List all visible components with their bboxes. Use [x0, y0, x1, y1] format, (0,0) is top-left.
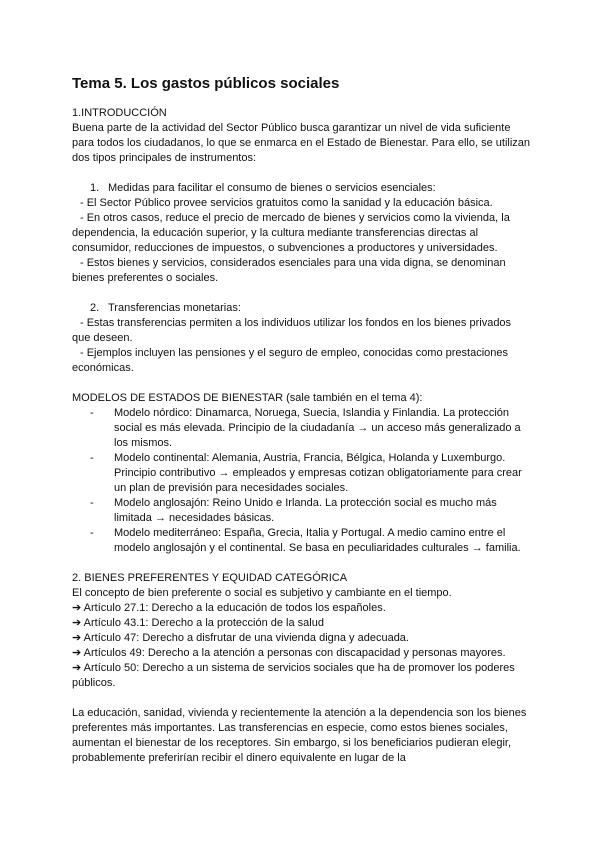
article-item: ➔ Artículo 27.1: Derecho a la educación de todos los españoles. — [72, 602, 386, 614]
numbered-item-1 — [72, 181, 532, 196]
list-item: - En otros casos, reduce el precio de mercado de bienes y servicios como la vivienda, la dependencia, la educación superior, y la cultura mediante transferencias directas al consumidor, reducciones de impuestos, o subvenciones a productores y universidades. — [72, 212, 510, 254]
list-item: - Estas transferencias permiten a los individuos utilizar los fondos en los bienes privados que deseen. — [72, 317, 512, 344]
list-item — [72, 451, 532, 496]
list-item: - El Sector Público provee servicios gratuitos como la sanidad y la educación básica. — [80, 197, 493, 209]
model-mediterraneo: Modelo mediterráneo: España, Grecia, Italia y Portugal. A medio camino entre el modelo anglosajón y el continental. Se basa en peculiaridades culturales → familia. — [114, 527, 521, 554]
models-heading: MODELOS DE ESTADOS DE BIENESTAR (sale también en el tema 4): — [72, 392, 423, 404]
list-item: - Estos bienes y servicios, considerados esenciales para una vida digna, se denominan bienes preferentes o sociales. — [72, 257, 506, 284]
intro-paragraph: Buena parte de la actividad del Sector Público busca garantizar un nivel de vida suficiente para todos los ciudadanos, lo que se enmarca en el Estado de Bienestar. Para ello, se utilizan dos tipos principales de instrumentos: — [72, 122, 531, 164]
model-continental: Modelo continental: Alemania, Austria, Francia, Bélgica, Holanda y Luxemburgo. Principio contributivo → empleados y empresas cotizan obligatoriamente para crear un plan de previsión para necesidades sociales. — [114, 452, 522, 494]
list-item — [72, 496, 532, 526]
page-title: Tema 5. Los gastos públicos sociales — [72, 75, 340, 92]
bullet-dash: - — [90, 527, 94, 539]
bullet-dash: - — [90, 452, 94, 464]
list-item — [72, 526, 532, 556]
closing-paragraph: La educación, sanidad, vivienda y recientemente la atención a la dependencia son los bienes preferentes más importantes. Las transferencias en especie, como estos bienes sociales, aumentan el bienestar de los receptores. Sin embargo, si los beneficiarios pudieran elegir, probablemente preferirían recibir el dinero equivalente en lugar de la — [72, 707, 527, 764]
item-number: 1. — [90, 182, 100, 194]
article-item: ➔ Artículo 43.1: Derecho a la protección de la salud — [72, 617, 324, 629]
section-heading-bienes-preferentes: 2. BIENES PREFERENTES Y EQUIDAD CATEGÓRICA — [72, 572, 348, 584]
list-item — [72, 406, 532, 451]
model-nordico: Modelo nórdico: Dinamarca, Noruega, Suecia, Islandia y Finlandia. La protección social es más elevada. Principio de la ciudadanía → un acceso más generalizado a los mismos. — [114, 407, 521, 449]
item-label: Medidas para facilitar el consumo de bienes o servicios esenciales: — [108, 182, 436, 194]
article-item: ➔ Artículo 47: Derecho a disfrutar de una vivienda digna y adecuada. — [72, 632, 409, 644]
article-item: ➔ Artículo 50: Derecho a un sistema de servicios sociales que ha de promover los poderes públicos. — [72, 662, 515, 689]
section-heading-introduccion: 1.INTRODUCCIÓN — [72, 107, 167, 119]
model-anglosajon: Modelo anglosajón: Reino Unido e Irlanda. La protección social es mucho más limitada → necesidades básicas. — [114, 497, 497, 524]
document-body — [72, 74, 532, 766]
article-item: ➔ Artículos 49: Derecho a la atención a personas con discapacidad y personas mayores. — [72, 647, 506, 659]
item-number: 2. — [90, 302, 100, 314]
item-label: Transferencias monetarias: — [108, 302, 241, 314]
s2-intro: El concepto de bien preferente o social es subjetivo y cambiante en el tiempo. — [72, 587, 452, 599]
bullet-dash: - — [90, 407, 94, 419]
bullet-dash: - — [90, 497, 94, 509]
list-item: - Ejemplos incluyen las pensiones y el seguro de empleo, conocidas como prestaciones económicas. — [72, 347, 509, 374]
numbered-item-2 — [72, 301, 532, 316]
